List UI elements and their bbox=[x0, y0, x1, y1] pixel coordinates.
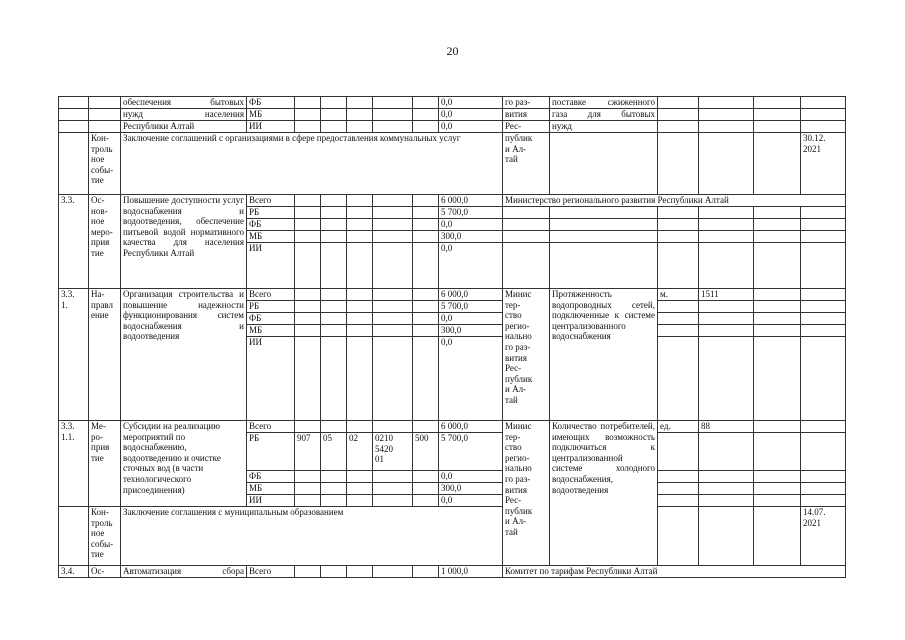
cell-amount: 5 700,0 bbox=[439, 301, 503, 313]
cell-source: РБ bbox=[247, 301, 295, 313]
cell-source: Всего bbox=[247, 421, 295, 433]
cell-type: Ос- нов- ное меро- прия тие bbox=[89, 195, 121, 289]
cell-executor: публик и Ал- тай bbox=[503, 133, 550, 195]
cell-executor: го раз- bbox=[503, 97, 550, 109]
cell-amount: 5 700,0 bbox=[439, 207, 503, 219]
control-event-label: Кон- троль ное собы- тие bbox=[89, 133, 121, 195]
cell-executor: Минис тер- ство регио- нально го раз- вития Рес- публик и Ал- тай bbox=[503, 289, 550, 421]
cell-amount: 0,0 bbox=[439, 337, 503, 421]
cell-name: Организация строительства и повышение надежности функционирования систем водоснабжения и водоотведения bbox=[121, 289, 247, 421]
cell-amount: 6 000,0 bbox=[439, 289, 503, 301]
cell-executor: Министерство регионального развития Республики Алтай bbox=[503, 195, 846, 207]
cell-type bbox=[89, 97, 121, 109]
cell-name: Субсидии на реализацию мероприятий по водоснабжению, водоотведению и очистке сточных вод (в части технологического присоединения) bbox=[121, 421, 247, 507]
table-row bbox=[59, 289, 846, 301]
cell-indicator: газа для бытовых bbox=[550, 109, 658, 121]
cell-value: 1511 bbox=[699, 289, 754, 301]
cell-source: ФБ bbox=[247, 97, 295, 109]
table-row bbox=[59, 421, 846, 433]
cell-name: Автоматизация сбора bbox=[121, 566, 247, 578]
cell-number: 3.3. bbox=[59, 195, 89, 289]
cell-value: 88 bbox=[699, 421, 754, 433]
cell-amount: 1 000,0 bbox=[439, 566, 503, 578]
cell-amount: 300,0 bbox=[439, 483, 503, 495]
cell-executor: Рес- bbox=[503, 121, 550, 133]
cell-amount: 6 000,0 bbox=[439, 195, 503, 207]
cell-source: ИИ bbox=[247, 121, 295, 133]
cell-rz: 05 bbox=[321, 433, 347, 471]
cell-name: Республики Алтай bbox=[121, 121, 247, 133]
cell-source: Всего bbox=[247, 289, 295, 301]
cell-indicator: Количество потребителей, имеющих возможность подключиться к централизованной системе холодного водоснабжения, водоотведения bbox=[550, 421, 658, 566]
table-row bbox=[59, 566, 846, 578]
cell-name: обеспечения бытовых bbox=[121, 97, 247, 109]
table-row bbox=[59, 109, 846, 121]
cell-source: МБ bbox=[247, 231, 295, 243]
table-row bbox=[59, 97, 846, 109]
cell-amount: 0,0 bbox=[439, 219, 503, 231]
cell-amount: 0,0 bbox=[439, 97, 503, 109]
cell-indicator: нужд bbox=[550, 121, 658, 133]
cell-amount: 0,0 bbox=[439, 471, 503, 483]
cell-source: МБ bbox=[247, 325, 295, 337]
cell-number: 3.4. bbox=[59, 566, 89, 578]
cell-amount: 0,0 bbox=[439, 495, 503, 507]
cell-source: Всего bbox=[247, 566, 295, 578]
cell-amount: 300,0 bbox=[439, 231, 503, 243]
control-event-text: Заключение соглашений с организациями в сфере предоставления коммунальных услуг bbox=[121, 133, 503, 195]
cell-amount: 0,0 bbox=[439, 243, 503, 289]
cell-name: нужд населения bbox=[121, 109, 247, 121]
cell-source: ФБ bbox=[247, 471, 295, 483]
cell-amount: 0,0 bbox=[439, 121, 503, 133]
table-row bbox=[59, 121, 846, 133]
cell-executor: вития bbox=[503, 109, 550, 121]
control-event-text: Заключение соглашения с муниципальным образованием bbox=[121, 507, 503, 566]
cell-amount: 6 000,0 bbox=[439, 421, 503, 433]
cell-type: Ос- bbox=[89, 566, 121, 578]
cell-type: На- правл ение bbox=[89, 289, 121, 421]
cell-source: РБ bbox=[247, 207, 295, 219]
page-number: 20 bbox=[446, 44, 459, 58]
cell-amount: 0,0 bbox=[439, 313, 503, 325]
control-event-row bbox=[59, 507, 846, 566]
cell-grbs: 907 bbox=[295, 433, 321, 471]
cell-source: Всего bbox=[247, 195, 295, 207]
cell-unit: ед. bbox=[658, 421, 699, 433]
cell-name: Повышение доступности услуг водоснабжения и водоотведения, обеспечение питьевой водой нормативного качества для населения Республики Алтай bbox=[121, 195, 247, 289]
program-table bbox=[58, 96, 846, 578]
cell-amount: 300,0 bbox=[439, 325, 503, 337]
cell-indicator: поставке сжиженного bbox=[550, 97, 658, 109]
cell-unit: м. bbox=[658, 289, 699, 301]
cell-source: ФБ bbox=[247, 313, 295, 325]
cell-source: ИИ bbox=[247, 495, 295, 507]
cell-source: МБ bbox=[247, 483, 295, 495]
cell-number: 3.3. 1.1. bbox=[59, 421, 89, 507]
table-row bbox=[59, 195, 846, 207]
cell-source: ФБ bbox=[247, 219, 295, 231]
control-event-label: Кон- троль ное собы- тие bbox=[89, 507, 121, 566]
cell-source: РБ bbox=[247, 433, 295, 471]
cell-vr: 500 bbox=[413, 433, 439, 471]
cell-indicator: Протяженность водопроводных сетей, подключенные к системе централизованного водоснабжения bbox=[550, 289, 658, 421]
cell-executor: Комитет по тарифам Республики Алтай bbox=[503, 566, 846, 578]
control-event-date: 14.07. 2021 bbox=[801, 507, 846, 566]
cell-amount: 5 700,0 bbox=[439, 433, 503, 471]
cell-source: ИИ bbox=[247, 243, 295, 289]
control-event-date: 30.12. 2021 bbox=[801, 133, 846, 195]
cell-executor: Минис тер- ство регио- нально го раз- вития Рес- публик и Ал- тай bbox=[503, 421, 550, 566]
cell-source: ИИ bbox=[247, 337, 295, 421]
cell-number: 3.3. 1. bbox=[59, 289, 89, 421]
cell-csr: 0210 5420 01 bbox=[373, 433, 413, 471]
cell-type: Ме- ро- прия тие bbox=[89, 421, 121, 507]
cell-amount: 0,0 bbox=[439, 109, 503, 121]
cell-number bbox=[59, 97, 89, 109]
control-event-row bbox=[59, 133, 846, 195]
cell-pr: 02 bbox=[347, 433, 373, 471]
cell-source: МБ bbox=[247, 109, 295, 121]
